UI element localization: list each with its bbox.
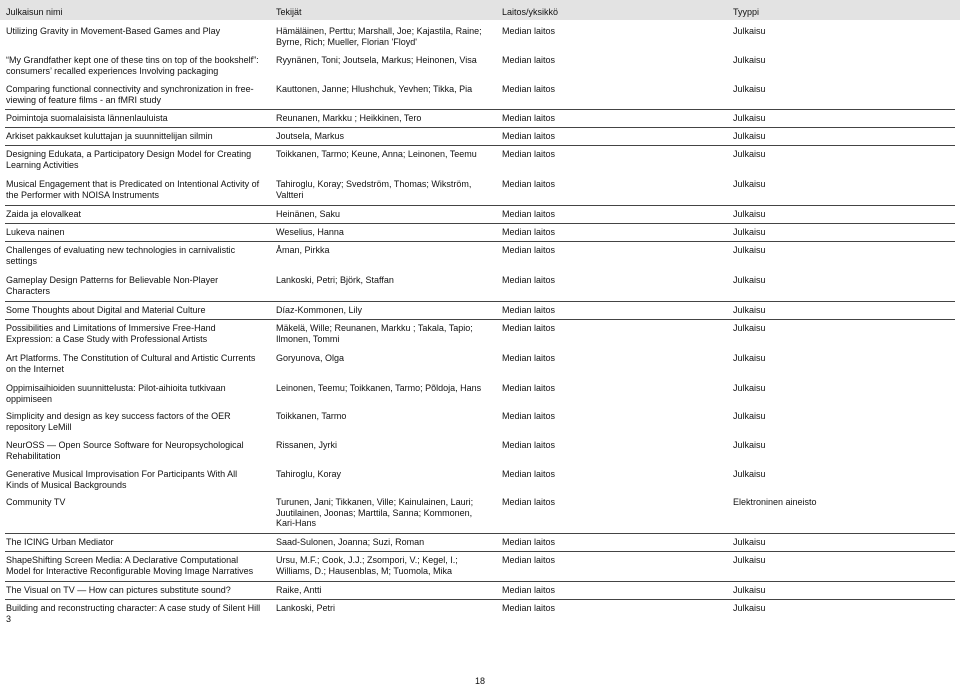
title-line: ShapeShifting Screen Media: A Declarative Computational <box>6 555 239 565</box>
authors-line: Ryynänen, Toni; Joutsela, Markus; Heinonen, Visa <box>276 55 477 65</box>
authors-line: Leinonen, Teemu; Toikkanen, Tarmo; Põldoja, Hans <box>276 383 482 393</box>
title-line: Gameplay Design Patterns for Believable Non-Player <box>6 275 219 285</box>
cell-type: Julkaisu <box>733 84 766 94</box>
title-line: Community TV <box>6 497 66 507</box>
title-line: viewing of feature films - an fMRI study <box>6 94 162 105</box>
cell-type: Julkaisu <box>733 227 766 237</box>
cell-authors <box>276 245 498 256</box>
cell-unit: Median laitos <box>502 227 556 237</box>
cell-unit: Median laitos <box>502 305 556 315</box>
authors-line: Williams, D.; Hausenblas, M; Tuomola, Mika <box>276 565 453 576</box>
cell-title <box>6 353 272 374</box>
authors-line: Reunanen, Markku ; Heikkinen, Tero <box>276 113 422 123</box>
authors-line: Raike, Antti <box>276 585 322 595</box>
row-divider <box>5 241 955 242</box>
row-divider <box>5 551 955 552</box>
authors-line: Toikkanen, Tarmo; Keune, Anna; Leinonen, Teemu <box>276 149 477 159</box>
cell-unit: Median laitos <box>502 275 556 285</box>
cell-type: Julkaisu <box>733 26 766 36</box>
cell-authors <box>276 305 498 316</box>
cell-unit: Median laitos <box>502 209 556 219</box>
cell-type: Julkaisu <box>733 585 766 595</box>
title-line: consumers’ recalled experiences Involving packaging <box>6 65 219 76</box>
authors-line: Ilmonen, Tommi <box>276 333 340 344</box>
cell-title <box>6 84 272 105</box>
authors-line: Saad-Sulonen, Joanna; Suzi, Roman <box>276 537 425 547</box>
authors-line: Ursu, M.F.; Cook, J.J.; Zsompori, V.; Kegel, I.; <box>276 555 458 565</box>
cell-authors <box>276 440 498 451</box>
title-line: oppimiseen <box>6 393 53 404</box>
title-line: NeurOSS — Open Source Software for Neuropsychological <box>6 440 244 450</box>
cell-type: Julkaisu <box>733 113 766 123</box>
cell-authors <box>276 149 498 160</box>
cell-title <box>6 603 272 624</box>
cell-unit: Median laitos <box>502 84 556 94</box>
cell-type: Julkaisu <box>733 149 766 159</box>
column-header-authors: Tekijät <box>276 7 302 17</box>
cell-unit: Median laitos <box>502 113 556 123</box>
authors-line: Tahiroglu, Koray; Svedström, Thomas; Wikström, <box>276 179 472 189</box>
row-divider <box>5 223 955 224</box>
cell-authors <box>276 469 498 480</box>
cell-title <box>6 440 272 461</box>
row-divider <box>5 145 955 146</box>
cell-authors <box>276 55 498 66</box>
cell-authors <box>276 383 498 394</box>
title-line: Rehabilitation <box>6 450 61 461</box>
cell-authors <box>276 26 498 47</box>
authors-line: Díaz-Kommonen, Lily <box>276 305 363 315</box>
cell-title <box>6 469 272 490</box>
column-header-type: Tyyppi <box>733 7 760 17</box>
title-line: Generative Musical Improvisation For Participants With All <box>6 469 238 479</box>
cell-unit: Median laitos <box>502 149 556 159</box>
title-line: The Visual on TV — How can pictures substitute sound? <box>6 585 231 595</box>
authors-line: Kari-Hans <box>276 518 317 528</box>
cell-unit: Median laitos <box>502 603 556 613</box>
cell-type: Julkaisu <box>733 209 766 219</box>
authors-line: Byrne, Rich; Mueller, Florian 'Floyd' <box>276 36 417 47</box>
cell-unit: Median laitos <box>502 585 556 595</box>
cell-authors <box>276 585 498 596</box>
cell-authors <box>276 497 498 529</box>
title-line: Some Thoughts about Digital and Material Culture <box>6 305 206 315</box>
cell-authors <box>276 537 498 548</box>
column-header-title: Julkaisun nimi <box>6 7 63 17</box>
title-line: Challenges of evaluating new technologies in carnivalistic <box>6 245 236 255</box>
title-line: The ICING Urban Mediator <box>6 537 114 547</box>
cell-unit: Median laitos <box>502 411 556 421</box>
cell-type: Julkaisu <box>733 537 766 547</box>
cell-authors <box>276 411 498 422</box>
title-line: Arkiset pakkaukset kuluttajan ja suunnittelijan silmin <box>6 131 213 141</box>
cell-title <box>6 179 272 200</box>
title-line: repository LeMill <box>6 421 72 432</box>
cell-authors <box>276 84 498 95</box>
row-divider <box>5 533 955 534</box>
row-divider <box>5 301 955 302</box>
title-line: Musical Engagement that is Predicated on Intentional Activity of <box>6 179 260 189</box>
row-divider <box>5 205 955 206</box>
title-line: Designing Edukata, a Participatory Design Model for Creating <box>6 149 252 159</box>
cell-type: Julkaisu <box>733 55 766 65</box>
cell-unit: Median laitos <box>502 26 556 36</box>
cell-authors <box>276 555 498 576</box>
title-line: Possibilities and Limitations of Immersive Free-Hand <box>6 323 216 333</box>
cell-title <box>6 149 272 170</box>
authors-line: Goryunova, Olga <box>276 353 345 363</box>
authors-line: Weselius, Hanna <box>276 227 344 237</box>
title-line: Zaida ja elovalkeat <box>6 209 82 219</box>
cell-unit: Median laitos <box>502 131 556 141</box>
cell-unit: Median laitos <box>502 55 556 65</box>
cell-authors <box>276 179 498 200</box>
cell-title <box>6 555 272 576</box>
title-line: Building and reconstructing character: A case study of Silent Hill <box>6 603 261 613</box>
authors-line: Kauttonen, Janne; Hlushchuk, Yevhen; Tikka, Pia <box>276 84 473 94</box>
authors-line: Joutsela, Markus <box>276 131 345 141</box>
authors-line: Rissanen, Jyrki <box>276 440 338 450</box>
cell-unit: Median laitos <box>502 179 556 189</box>
title-line: Comparing functional connectivity and synchronization in free- <box>6 84 254 94</box>
authors-line: Toikkanen, Tarmo <box>276 411 347 421</box>
row-divider <box>5 599 955 600</box>
cell-title <box>6 275 272 296</box>
authors-line: Mäkelä, Wille; Reunanen, Markku ; Takala, Tapio; <box>276 323 473 333</box>
cell-unit: Median laitos <box>502 537 556 547</box>
title-line: Lukeva nainen <box>6 227 65 237</box>
cell-unit: Median laitos <box>502 323 556 333</box>
title-line: Simplicity and design as key success factors of the OER <box>6 411 231 421</box>
cell-type: Julkaisu <box>733 305 766 315</box>
title-line: Learning Activities <box>6 159 79 170</box>
cell-authors <box>276 131 498 142</box>
title-line: Utilizing Gravity in Movement-Based Games and Play <box>6 26 221 36</box>
cell-authors <box>276 323 498 344</box>
cell-unit: Median laitos <box>502 440 556 450</box>
cell-authors <box>276 227 498 238</box>
cell-unit: Median laitos <box>502 383 556 393</box>
cell-authors <box>276 209 498 220</box>
cell-authors <box>276 113 498 124</box>
authors-line: Heinänen, Saku <box>276 209 341 219</box>
row-divider <box>5 581 955 582</box>
column-header-unit: Laitos/yksikkö <box>502 7 559 17</box>
cell-type: Julkaisu <box>733 555 766 565</box>
authors-line: Turunen, Jani; Tikkanen, Ville; Kainulainen, Lauri; <box>276 497 474 507</box>
authors-line: Tahiroglu, Koray <box>276 469 342 479</box>
authors-line: Hämäläinen, Perttu; Marshall, Joe; Kajastila, Raine; <box>276 26 482 36</box>
cell-unit: Median laitos <box>502 497 556 507</box>
title-line: Model for Interactive Reconfigurable Moving Image Narratives <box>6 565 254 576</box>
cell-title <box>6 113 272 124</box>
cell-type: Julkaisu <box>733 131 766 141</box>
cell-type: Elektroninen aineisto <box>733 497 817 507</box>
cell-type: Julkaisu <box>733 411 766 421</box>
cell-unit: Median laitos <box>502 245 556 255</box>
title-line: Kinds of Musical Backgrounds <box>6 479 127 490</box>
cell-title <box>6 131 272 142</box>
cell-type: Julkaisu <box>733 323 766 333</box>
cell-title <box>6 411 272 432</box>
cell-authors <box>276 275 498 286</box>
cell-unit: Median laitos <box>502 555 556 565</box>
title-line: the Performer with NOISA Instruments <box>6 189 160 200</box>
cell-unit: Median laitos <box>502 469 556 479</box>
cell-title <box>6 245 272 266</box>
title-line: Expression: a Case Study with Professional Artists <box>6 333 208 344</box>
title-line: Poimintoja suomalaisista lännenlauluista <box>6 113 168 123</box>
cell-type: Julkaisu <box>733 603 766 613</box>
title-line: Art Platforms. The Constitution of Cultural and Artistic Currents <box>6 353 256 363</box>
authors-line: Juutilainen, Joonas; Marttila, Sanna; Kommonen, <box>276 507 473 518</box>
cell-title <box>6 209 272 220</box>
authors-line: Lankoski, Petri; Björk, Staffan <box>276 275 394 285</box>
title-line: Oppimisaihioiden suunnittelusta: Pilot-aihioita tutkivaan <box>6 383 226 393</box>
row-divider <box>5 109 955 110</box>
cell-title <box>6 26 272 37</box>
cell-type: Julkaisu <box>733 245 766 255</box>
table-header <box>0 0 960 20</box>
cell-title <box>6 55 272 76</box>
cell-title <box>6 585 272 596</box>
cell-type: Julkaisu <box>733 440 766 450</box>
cell-title <box>6 497 272 508</box>
row-divider <box>5 319 955 320</box>
cell-type: Julkaisu <box>733 469 766 479</box>
cell-unit: Median laitos <box>502 353 556 363</box>
cell-title <box>6 227 272 238</box>
cell-title <box>6 537 272 548</box>
authors-line: Lankoski, Petri <box>276 603 336 613</box>
cell-type: Julkaisu <box>733 383 766 393</box>
authors-line: Valtteri <box>276 189 304 200</box>
title-line: on the Internet <box>6 363 65 374</box>
title-line: “My Grandfather kept one of these tins on top of the bookshelf”: <box>6 55 259 65</box>
row-divider <box>5 127 955 128</box>
authors-line: Åman, Pirkka <box>276 245 330 255</box>
cell-title <box>6 305 272 316</box>
cell-authors <box>276 353 498 364</box>
cell-authors <box>276 603 498 614</box>
title-line: 3 <box>6 613 12 624</box>
title-line: settings <box>6 255 38 266</box>
cell-title <box>6 383 272 404</box>
title-line: Characters <box>6 285 51 296</box>
cell-type: Julkaisu <box>733 179 766 189</box>
cell-title <box>6 323 272 344</box>
cell-type: Julkaisu <box>733 275 766 285</box>
cell-type: Julkaisu <box>733 353 766 363</box>
page-number: 18 <box>474 676 485 686</box>
